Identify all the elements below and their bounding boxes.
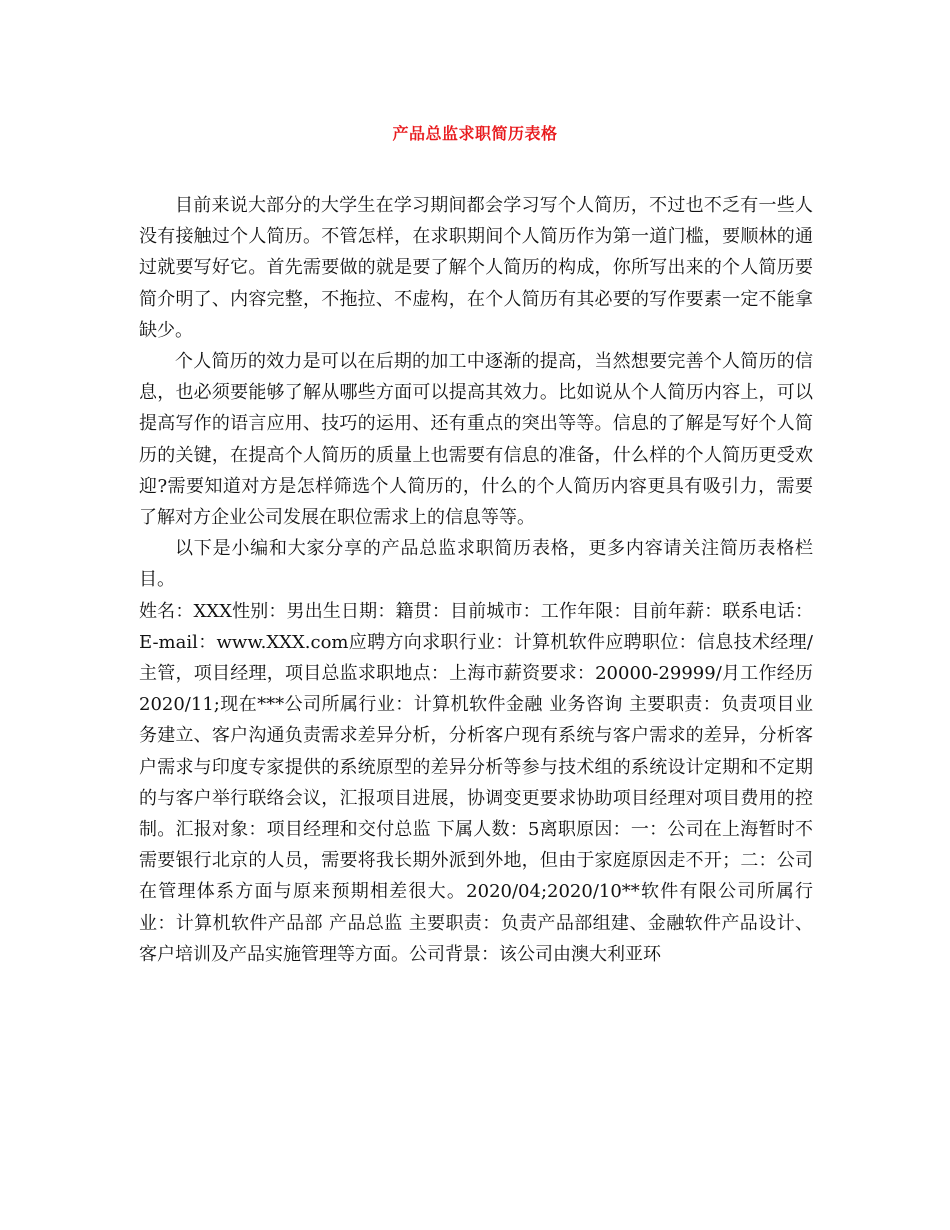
document-title: 产品总监求职简历表格 (392, 124, 558, 143)
intro-paragraph-2: 个人简历的效力是可以在后期的加工中逐渐的提高，当然想要完善个人简历的信息，也必须要能够了解从哪些方面可以提高其效力。比如说从个人简历内容上，可以提高写作的语言应用、技巧的运用、还有重点的突出等等。信息的了解是写好个人简历的关键，在提高个人简历的质量上也需要有信息的准备，什么样的个人简历更受欢迎?需要知道对方是怎样筛选个人简历的，什么的个人简历内容更具有吸引力，需要了解对方企业公司发展在职位需求上的信息等等。 (139, 351, 813, 529)
intro-paragraph-1: 目前来说大部分的大学生在学习期间都会学习写个人简历，不过也不乏有一些人没有接触过个人简历。不管怎样，在求职期间个人简历作为第一道门槛，要顺林的通过就要写好它。首先需要做的就是要了解个人简历的构成，你所写出来的个人简历要简介明了、内容完整，不拖拉、不虚构，在个人简历有其必要的写作要素一定不能拿缺少。 (139, 195, 813, 341)
document-body (139, 190, 813, 970)
resume-details-text: 姓名：XXX性别：男出生日期：籍贯：目前城市：工作年限：目前年薪：联系电话：E-mail：www.XXX.com应聘方向求职行业：计算机软件应聘职位：信息技术经理/主管，项目经理，项目总监求职地点：上海市薪资要求：20000-29999/月工作经历2020/11;现在***公司所属行业：计算机软件金融 业务咨询 主要职责：负责项目业务建立、客户沟通负责需求差异分析，分析客户现有系统与客户需求的差异，分析客户需求与印度专家提供的系统原型的差异分析等参与技术组的系统设计定期和不定期的与客户举行联络会议，汇报项目进展，协调变更要求协助项目经理对项目费用的控制。汇报对象：项目经理和交付总监 下属人数：5离职原因：一：公司在上海暂时不需要银行北京的人员，需要将我长期外派到外地，但由于家庭原因走不开；二：公司在管理体系方面与原来预期相差很大。2020/04;2020/10**软件有限公司所属行业：计算机软件产品部 产品总监 主要职责：负责产品部组建、金融软件产品设计、客户培训及产品实施管理等方面。公司背景：该公司由澳大利亚环 (139, 600, 813, 965)
intro-paragraph-3: 以下是小编和大家分享的产品总监求职简历表格，更多内容请关注简历表格栏目。 (139, 538, 813, 591)
